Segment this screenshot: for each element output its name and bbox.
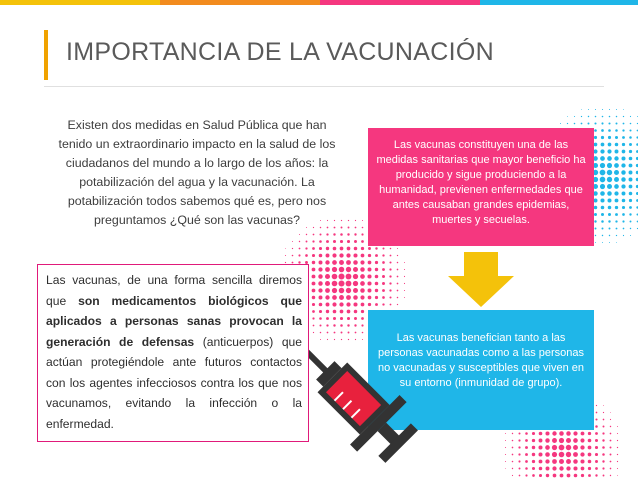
down-arrow-icon <box>446 252 516 308</box>
stripe-yellow <box>0 0 160 5</box>
stripe-blue <box>480 0 638 5</box>
syringe-icon <box>290 330 420 470</box>
vaccine-benefit-box: Las vacunas constituyen una de las medidas sanitarias que mayor beneficio ha producido y sigue produciendo a la humanidad, previenen enfermedades que antes causaban grandes epidemias, muertes y secuelas. <box>368 128 594 246</box>
definition-text-start: Las vacunas, de una forma sencilla diremos que <box>46 273 302 308</box>
intro-paragraph: Existen dos medidas en Salud Pública que han tenido un extraordinario impacto en la salud de los ciudadanos del mundo a lo largo de los años: la potabilización del agua y la vacunación. La potabilización todos sabemos qué es, pero nos preguntamos ¿Qué son las vacunas? <box>58 118 336 227</box>
vaccine-definition-box <box>37 264 309 442</box>
stripe-orange <box>160 0 320 5</box>
page-title: IMPORTANCIA DE LA VACUNACIÓN <box>66 38 494 66</box>
definition-text-bold: son medicamentos biológicos que aplicados a personas sanas provocan la generación de defensas <box>46 293 302 349</box>
herd-immunity-box: Las vacunas benefician tanto a las personas vacunadas como a las personas no vacunadas y susceptibles que viven en su entorno (inmunidad de grupo). <box>368 310 594 430</box>
stripe-pink <box>320 0 480 5</box>
definition-text-end: (anticuerpos) que actúan protegiéndole ante futuros contactos con los agentes infecciosos contra los que nos vacunamos, evitando la infección o la enfermedad. <box>46 334 302 431</box>
title-accent-bar <box>44 30 48 80</box>
